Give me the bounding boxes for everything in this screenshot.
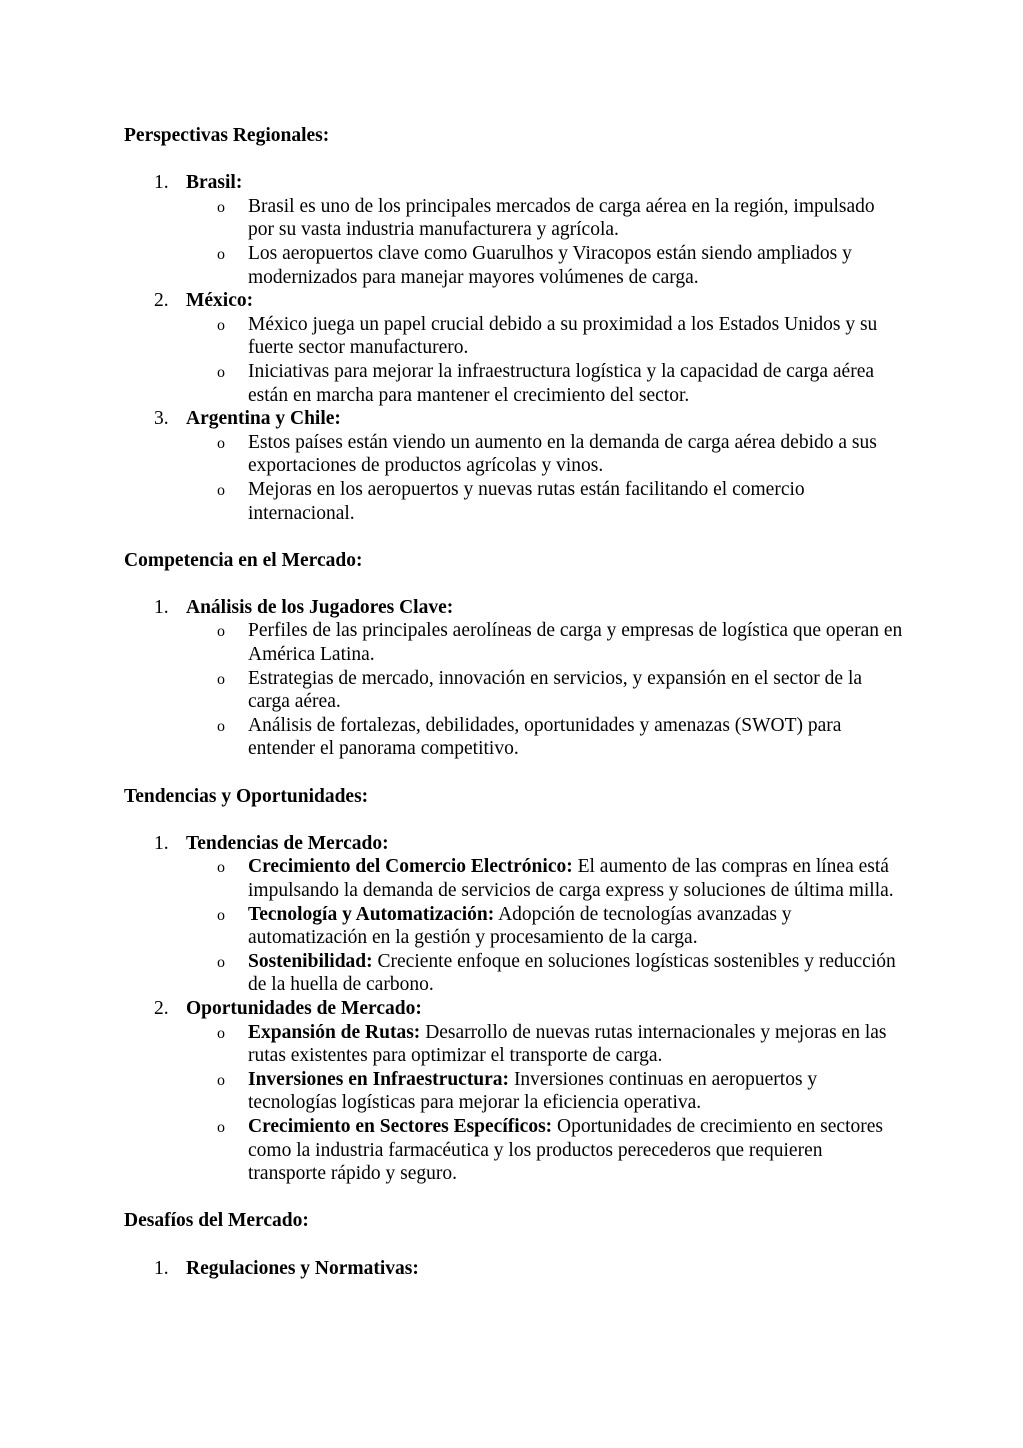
- document-body: [124, 124, 904, 1280]
- list-item-title: Oportunidades de Mercado:: [186, 997, 422, 1019]
- bullet-body: Inversiones continuas en aeropuertos y tecnologías logísticas para mejorar la eficiencia operativa.: [248, 1068, 818, 1114]
- section-gap: [124, 525, 904, 549]
- bullet-lead: Tecnología y Automatización:: [248, 903, 495, 925]
- bullet-body: Iniciativas para mejorar la infraestructura logística y la capacidad de carga aérea están en marcha para mantener el crecimiento del sector.: [248, 360, 874, 406]
- bullet-icon: o: [217, 1118, 225, 1136]
- section-heading: Desafíos del Mercado:: [124, 1210, 309, 1232]
- bullet-item: [186, 1068, 904, 1115]
- section-heading: Tendencias y Oportunidades:: [124, 785, 369, 807]
- bullet-icon: o: [217, 670, 225, 688]
- section-gap: [124, 572, 904, 596]
- bullet-icon: o: [217, 906, 225, 924]
- numbered-list-item: [124, 997, 904, 1186]
- bullet-item: [186, 360, 904, 407]
- bullet-icon: o: [217, 953, 225, 971]
- bullet-text: [248, 1068, 904, 1115]
- bullet-text: [248, 619, 904, 666]
- bullet-text: [248, 855, 904, 902]
- bullet-icon: o: [217, 363, 225, 381]
- bullet-body: Desarrollo de nuevas rutas internacionales y mejoras en las rutas existentes para optimizar el transporte de carga.: [248, 1021, 887, 1067]
- bullet-body: Adopción de tecnologías avanzadas y automatización en la gestión y procesamiento de la carga.: [248, 903, 792, 949]
- bullet-lead: Expansión de Rutas:: [248, 1021, 421, 1043]
- bullet-item: [186, 431, 904, 478]
- list-item-title: Brasil:: [186, 172, 243, 194]
- bullet-body: Brasil es uno de los principales mercados de carga aérea en la región, impulsado por su vasta industria manufacturera y agrícola.: [248, 195, 875, 241]
- bullet-item: [186, 855, 904, 902]
- numbered-list: [124, 596, 904, 761]
- list-number: 1.: [154, 596, 169, 618]
- bullet-icon: o: [217, 434, 225, 452]
- numbered-list: [124, 1257, 904, 1281]
- bullet-icon: o: [217, 245, 225, 263]
- list-number: 1.: [154, 172, 169, 194]
- list-item-title: Análisis de los Jugadores Clave:: [186, 596, 454, 618]
- bullet-item: [186, 1115, 904, 1186]
- bullet-lead: Crecimiento en Sectores Específicos:: [248, 1115, 553, 1137]
- section-gap: [124, 808, 904, 832]
- bullet-item: [186, 478, 904, 525]
- list-number: 2.: [154, 997, 169, 1019]
- numbered-list-item: [124, 289, 904, 407]
- numbered-list-item: [124, 407, 904, 525]
- bullet-icon: o: [217, 1071, 225, 1089]
- list-number: 2.: [154, 290, 169, 312]
- bullet-text: [248, 950, 904, 997]
- bullet-item: [186, 313, 904, 360]
- bullet-item: [186, 242, 904, 289]
- bullet-text: [248, 478, 904, 525]
- numbered-list-item: [124, 1257, 904, 1281]
- bullet-item: [186, 714, 904, 761]
- bullet-text: [248, 360, 904, 407]
- bullet-text: [248, 431, 904, 478]
- bullet-body: Los aeropuertos clave como Guarulhos y Viracopos están siendo ampliados y modernizados para manejar mayores volúmenes de carga.: [248, 242, 852, 288]
- numbered-list: [124, 832, 904, 1186]
- bullet-text: [248, 714, 904, 761]
- section-gap: [124, 148, 904, 172]
- bullet-lead: Inversiones en Infraestructura:: [248, 1068, 510, 1090]
- bullet-icon: o: [217, 859, 225, 877]
- bullet-body: Creciente enfoque en soluciones logísticas sostenibles y reducción de la huella de carbono.: [248, 950, 896, 996]
- bullet-text: [248, 667, 904, 714]
- bullet-body: Análisis de fortalezas, debilidades, oportunidades y amenazas (SWOT) para entender el panorama competitivo.: [248, 714, 842, 760]
- numbered-list: [124, 171, 904, 525]
- bullet-text: [248, 903, 904, 950]
- bullet-body: Oportunidades de crecimiento en sectores como la industria farmacéutica y los productos perecederos que requieren transporte rápido y seguro.: [248, 1115, 883, 1185]
- bullet-text: [248, 313, 904, 360]
- bullet-item: [186, 950, 904, 997]
- bullet-body: Perfiles de las principales aerolíneas de carga y empresas de logística que operan en América Latina.: [248, 620, 903, 666]
- bullet-body: Estrategias de mercado, innovación en servicios, y expansión en el sector de la carga aérea.: [248, 667, 863, 713]
- bullet-icon: o: [217, 717, 225, 735]
- bullet-icon: o: [217, 198, 225, 216]
- bullet-body: El aumento de las compras en línea está impulsando la demanda de servicios de carga express y soluciones de última milla.: [248, 856, 894, 901]
- bullet-body: Mejoras en los aeropuertos y nuevas rutas están facilitando el comercio internacional.: [248, 478, 805, 524]
- bullet-body: México juega un papel crucial debido a su proximidad a los Estados Unidos y su fuerte sector manufacturero.: [248, 313, 878, 359]
- bullet-lead: Sostenibilidad:: [248, 950, 373, 972]
- bullet-item: [186, 1021, 904, 1068]
- bullet-icon: o: [217, 623, 225, 641]
- bullet-icon: o: [217, 481, 225, 499]
- bullet-item: [186, 619, 904, 666]
- bullet-text: [248, 242, 904, 289]
- section-heading: Perspectivas Regionales:: [124, 125, 330, 146]
- numbered-list-item: [124, 596, 904, 761]
- list-item-title: Tendencias de Mercado:: [186, 832, 389, 854]
- section-heading: Competencia en el Mercado:: [124, 549, 363, 571]
- section-gap: [124, 1186, 904, 1210]
- bullet-item: [186, 667, 904, 714]
- section-gap: [124, 761, 904, 785]
- bullet-item: [186, 903, 904, 950]
- numbered-list-item: [124, 832, 904, 997]
- list-number: 1.: [154, 832, 169, 854]
- list-item-title: México:: [186, 290, 254, 312]
- bullet-icon: o: [217, 316, 225, 334]
- list-number: 1.: [154, 1257, 169, 1279]
- bullet-lead: Crecimiento del Comercio Electrónico:: [248, 856, 573, 878]
- bullet-icon: o: [217, 1024, 225, 1042]
- bullet-text: [248, 1021, 904, 1068]
- list-item-title: Argentina y Chile:: [186, 408, 341, 430]
- list-number: 3.: [154, 408, 169, 430]
- numbered-list-item: [124, 171, 904, 289]
- list-item-title: Regulaciones y Normativas:: [186, 1257, 419, 1279]
- bullet-text: [248, 1115, 904, 1186]
- bullet-item: [186, 195, 904, 242]
- section-gap: [124, 1233, 904, 1257]
- bullet-text: [248, 195, 904, 242]
- bullet-body: Estos países están viendo un aumento en la demanda de carga aérea debido a sus exportaciones de productos agrícolas y vinos.: [248, 431, 877, 477]
